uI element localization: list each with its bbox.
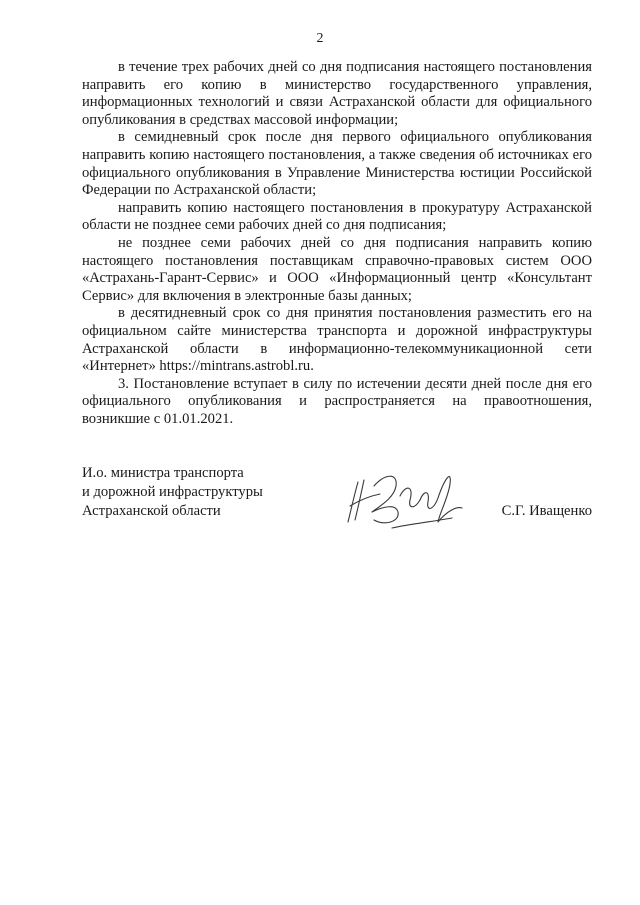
paragraph-legal-systems: не позднее семи рабочих дней со дня подписания направить копию настоящего постановления поставщикам справочно-правовых систем ООО «Астрахань-Гарант-Сервис» и ООО «Информационный центр «Консультант Сервис» для включения в электронные базы данных; (82, 234, 592, 304)
paragraph-effective-date: 3. Постановление вступает в силу по истечении десяти дней после дня его официального опубликования и распространяется на правоотношения, возникшие с 01.01.2021. (82, 375, 592, 427)
document-body (82, 59, 592, 428)
handwritten-signature (340, 456, 470, 536)
signature-block (82, 464, 592, 544)
page-number: 2 (316, 31, 324, 46)
signatory-position-line: И.о. министра транспорта (82, 465, 244, 481)
signatory-name: С.Г. Иващенко (501, 503, 592, 519)
website-paragraph-end: . (310, 358, 314, 375)
signatory-position (82, 464, 322, 521)
paragraph-publication-media: в течение трех рабочих дней со дня подписания настоящего постановления направить его копию в министерство государственного управления, информационных технологий и связи Астраханской области для официального опубликования в средствах массовой информации; (82, 59, 592, 128)
paragraph-ministry-of-justice: в семидневный срок после дня первого официального опубликования направить копию настоящего постановления, а также сведения об источниках его официального опубликования в Управление Министерства юстиции Российской Федерации по Астраханской области; (82, 129, 592, 199)
signatory-position-line: Астраханской области (82, 503, 221, 519)
paragraph-prosecutor-office: направить копию настоящего постановления в прокуратуру Астраханской области не позднее семи рабочих дней со дня подписания; (82, 199, 592, 234)
paragraph-official-website (82, 305, 592, 375)
signatory-position-line: и дорожной инфраструктуры (82, 484, 263, 500)
website-url: https://mintrans.astrobl.ru (159, 358, 311, 375)
website-paragraph-text: в десятидневный срок со дня принятия постановления разместить его на официальном сайте министерства транспорта и дорожной инфраструктуры Астраханской области в информационно-телекоммуникационной сети «Интернет» (82, 305, 592, 375)
